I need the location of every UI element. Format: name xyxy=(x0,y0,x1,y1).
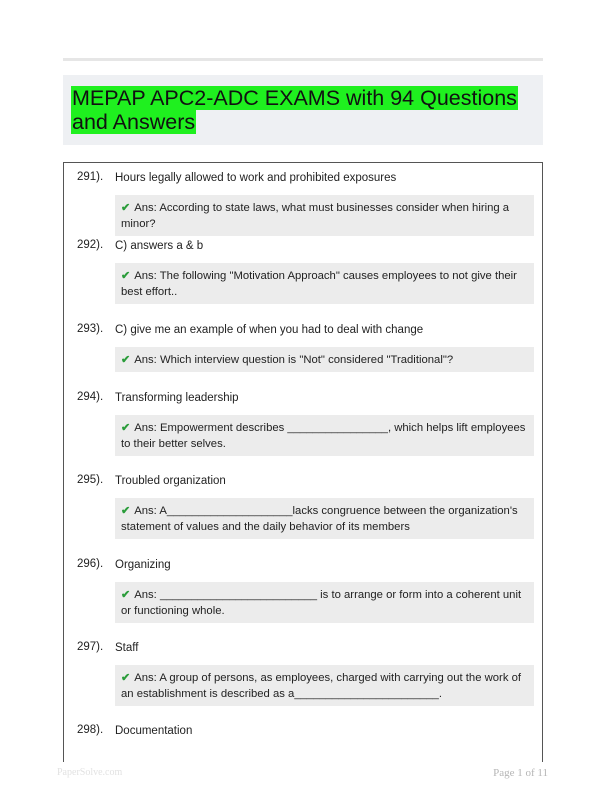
answer-text: Ans: According to state laws, what must businesses consider when hiring a minor? xyxy=(121,202,510,230)
question-number: 292). xyxy=(77,239,104,251)
answer-text: Ans: _________________________ is to arrange or form into a coherent unit or functioning whole. xyxy=(121,589,522,617)
answer-text: Ans: The following "Motivation Approach" causes employees to not give their best effort.. xyxy=(121,270,517,298)
answer-box xyxy=(115,498,534,539)
answer-text: Ans: Empowerment describes ________________, which helps lift employees to their better selves. xyxy=(121,422,526,450)
answer-text: Ans: A group of persons, as employees, charged with carrying out the work of an establishment is described as a_______________________. xyxy=(121,672,522,700)
check-icon: ✔ xyxy=(121,422,131,434)
question-number: 293). xyxy=(77,323,104,335)
question-text: Troubled organization xyxy=(115,475,226,487)
check-icon: ✔ xyxy=(121,672,131,684)
question-number: 291). xyxy=(77,171,104,183)
question-text: Staff xyxy=(115,642,139,654)
answer-text: Ans: Which interview question is "Not" considered "Traditional"? xyxy=(134,354,454,366)
answer-box xyxy=(115,415,534,456)
check-icon: ✔ xyxy=(121,270,131,282)
check-icon: ✔ xyxy=(121,354,131,366)
question-text: Hours legally allowed to work and prohibited exposures xyxy=(115,172,397,184)
check-icon: ✔ xyxy=(121,589,131,601)
question-text: C) answers a & b xyxy=(115,240,204,252)
question-text: Transforming leadership xyxy=(115,392,239,404)
footer-site: PaperSolve.com xyxy=(57,767,123,778)
answer-text: Ans: A____________________lacks congruence between the organization's statement of values and the daily behavior of its members xyxy=(121,505,518,533)
qa-list xyxy=(63,162,543,762)
question-number: 298). xyxy=(77,724,104,736)
question-number: 295). xyxy=(77,474,104,486)
answer-box xyxy=(115,665,534,706)
check-icon: ✔ xyxy=(121,505,131,517)
question-number: 294). xyxy=(77,391,104,403)
question-number: 296). xyxy=(77,558,104,570)
answer-box xyxy=(115,582,534,623)
answer-box xyxy=(115,195,534,236)
answer-box xyxy=(115,347,534,372)
answer-box xyxy=(115,263,534,304)
question-text: Documentation xyxy=(115,725,193,737)
top-divider xyxy=(63,58,543,61)
page-number: Page 1 of 11 xyxy=(493,767,548,779)
title-banner xyxy=(63,75,543,145)
page-title: MEPAP APC2-ADC EXAMS with 94 Questions and Answers xyxy=(72,86,517,134)
question-text: Organizing xyxy=(115,559,171,571)
question-number: 297). xyxy=(77,641,104,653)
check-icon: ✔ xyxy=(121,202,131,214)
question-text: C) give me an example of when you had to deal with change xyxy=(115,324,424,336)
